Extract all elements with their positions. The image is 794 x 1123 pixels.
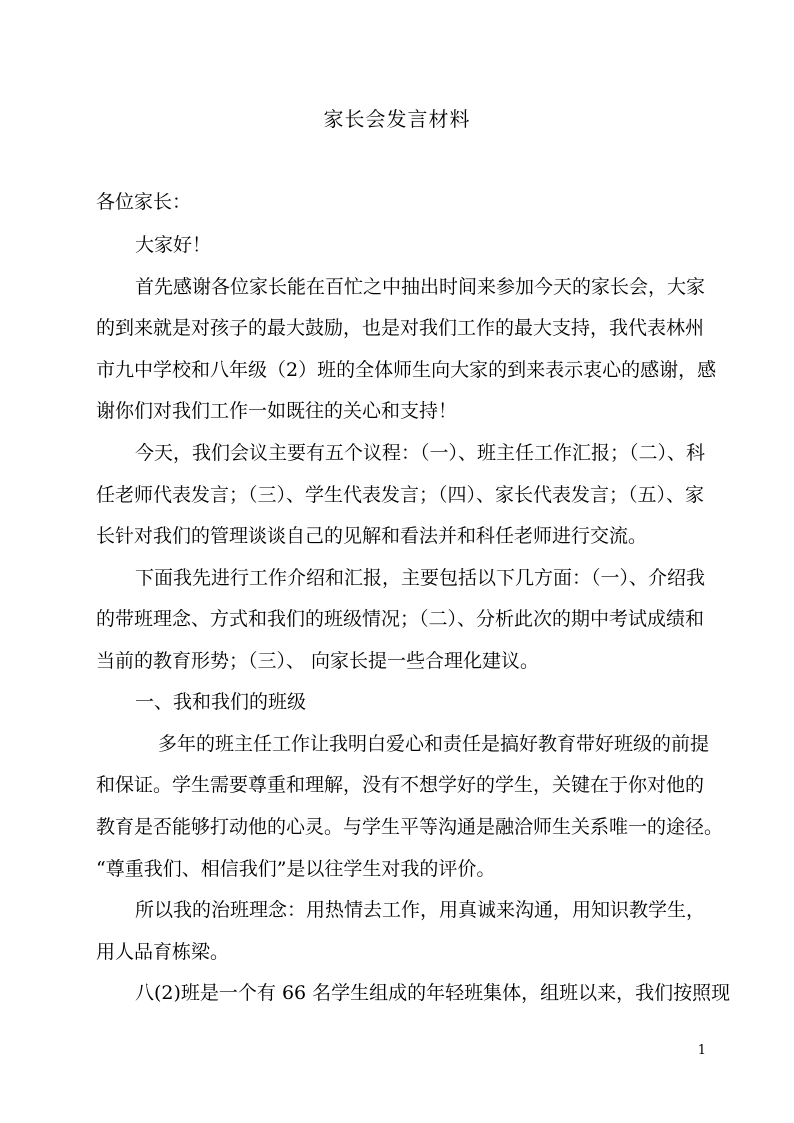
paragraph-line: 的带班理念、方式和我们的班级情况；（二）、分析此次的期中考试成绩和 — [96, 608, 705, 630]
paragraph-line: 谢你们对我们工作一如既往的关心和支持！ — [96, 400, 458, 422]
page-number: 1 — [697, 1043, 706, 1058]
paragraph-line: 今天，我们会议主要有五个议程：（一）、班主任工作汇报；（二）、科 — [135, 442, 706, 464]
paragraph-line: 首先感谢各位家长能在百忙之中抽出时间来参加今天的家长会，大家 — [135, 276, 706, 298]
greeting-line: 大家好！ — [135, 234, 212, 256]
paragraph-line: 教育是否能够打动他的心灵。与学生平等沟通是融洽师生关系唯一的途径。 — [96, 816, 724, 838]
paragraph-line: 多年的班主任工作让我明白爱心和责任是搞好教育带好班级的前提 — [158, 733, 710, 755]
paragraph-line: 和保证。学生需要尊重和理解，没有不想学好的学生，关键在于你对他的 — [96, 774, 705, 796]
paragraph-line: 所以我的治班理念：用热情去工作，用真诚来沟通，用知识教学生， — [135, 899, 706, 921]
paragraph-line: 市九中学校和八年级（2）班的全体师生向大家的到来表示衷心的感谢，感 — [96, 359, 717, 381]
paragraph-line: 用人品育栋梁。 — [96, 941, 230, 963]
paragraph-line: “尊重我们、相信我们”是以往学生对我的评价。 — [96, 858, 496, 880]
paragraph-line: 任老师代表发言；（三）、学生代表发言；（四）、家长代表发言；（五）、家 — [96, 484, 705, 506]
paragraph-line: 当前的教育形势；（三）、 向家长提一些合理化建议。 — [96, 650, 540, 672]
paragraph-line: 八(2)班是一个有 66 名学生组成的年轻班集体，组班以来，我们按照现 — [135, 982, 731, 1004]
paragraph-line: 下面我先进行工作介绍和汇报，主要包括以下几方面：（一）、介绍我 — [135, 567, 706, 589]
paragraph-line: 的到来就是对孩子的最大鼓励，也是对我们工作的最大支持，我代表林州 — [96, 317, 705, 339]
section-heading: 一、我和我们的班级 — [135, 691, 307, 713]
paragraph-line: 长针对我们的管理谈谈自己的见解和看法并和科任老师进行交流。 — [96, 525, 648, 547]
salutation-line: 各位家长： — [96, 191, 192, 213]
document-title: 家长会发言材料 — [323, 107, 471, 131]
